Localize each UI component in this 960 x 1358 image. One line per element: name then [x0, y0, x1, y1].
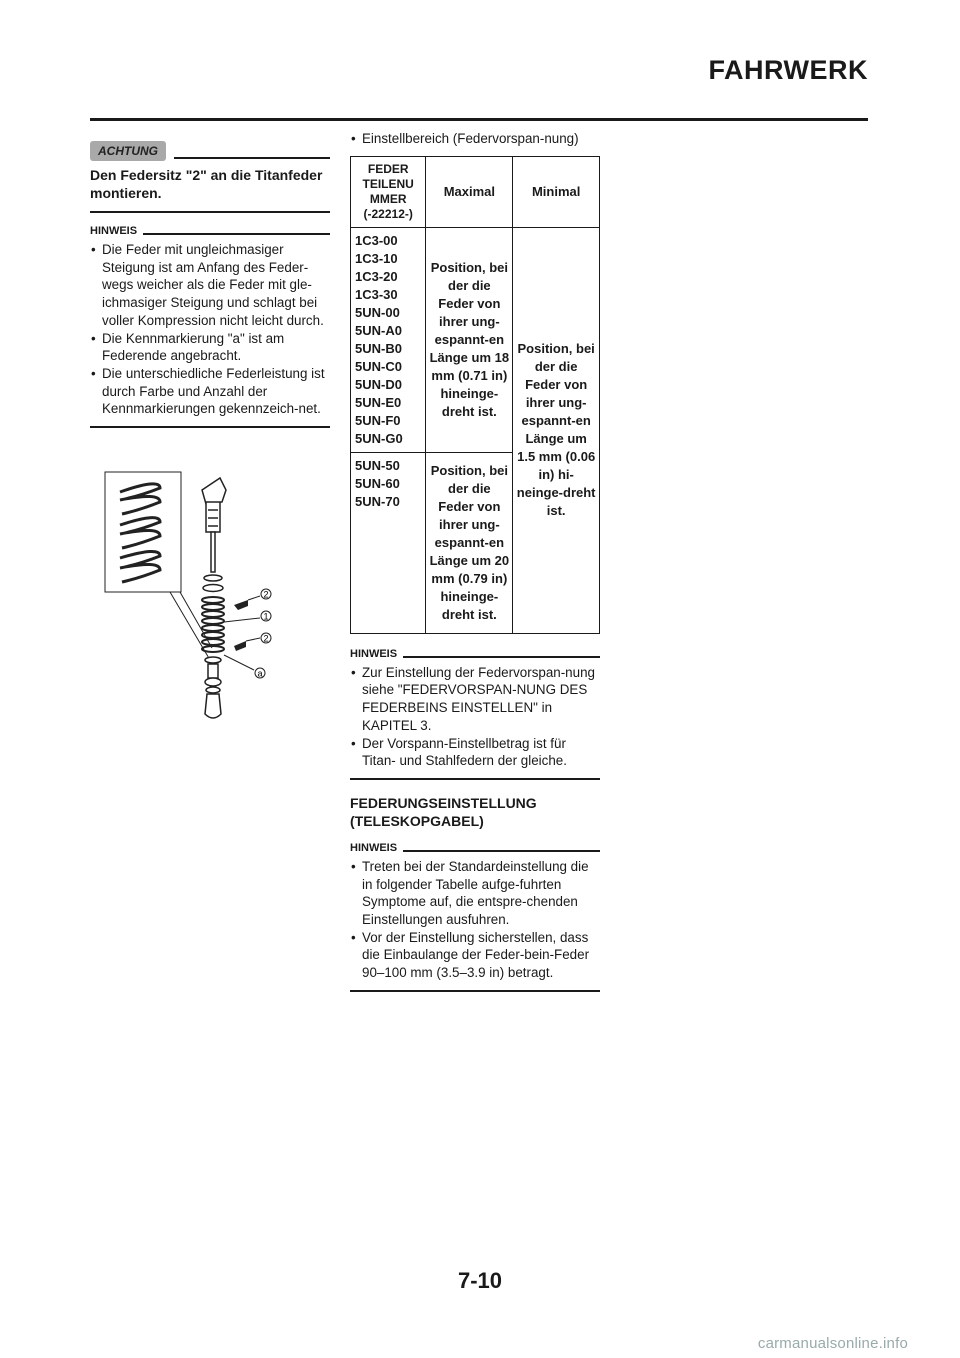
- spring-preload-table: [350, 156, 600, 634]
- note-header: [90, 221, 330, 237]
- note-rule: [403, 850, 600, 852]
- table-header-min: Minimal: [513, 156, 600, 227]
- watermark: carmanualsonline.info: [757, 1335, 908, 1352]
- note-list: [350, 664, 600, 780]
- note-item: • Die Feder mit ungleichmasiger Steigung ist am Anfang des Feder-wegs weicher als die Feder mit gle-ichmasiger Steigung und schlagt bei voller Kompression nicht leicht durch.: [90, 241, 330, 330]
- callout-2-upper: [261, 589, 271, 600]
- table-cell-parts: 5UN-50 5UN-60 5UN-70: [351, 452, 426, 633]
- table-cell-parts: 1C3-00 1C3-10 1C3-20 1C3-30 5UN-00 5UN-A0 5UN-B0 5UN-C0 5UN-D0 5UN-E0 5UN-F0 5UN-G0: [351, 227, 426, 452]
- callout-text: 1: [263, 611, 269, 622]
- table-header-row: [351, 156, 600, 227]
- note-label: HINWEIS: [90, 225, 138, 237]
- note-item: • Die Kennmarkierung "a" ist am Federende angebracht.: [90, 330, 330, 365]
- note-header: [350, 644, 600, 660]
- callout-2-lower: [261, 633, 271, 644]
- right-column: [350, 130, 600, 992]
- intro-text: • Einstellbereich (Federvorspan-nung): [350, 130, 600, 148]
- callout-text: a: [257, 668, 263, 679]
- caution-badge: ACHTUNG: [90, 141, 166, 161]
- caution-rule: [174, 157, 330, 159]
- note-list: [350, 858, 600, 992]
- callout-1: [261, 611, 271, 622]
- callout-a: [255, 668, 265, 679]
- note-label: HINWEIS: [350, 647, 398, 660]
- note-item: • Vor der Einstellung sicherstellen, dass die Einbaulange der Feder-bein-Feder 90–100 mm (3.5–3.9 in) betragt.: [350, 929, 600, 982]
- callout-text: 2: [263, 633, 269, 644]
- caution-text: Den Federsitz "2" an die Titanfeder montieren.: [90, 166, 330, 213]
- table-header-max: Maximal: [426, 156, 513, 227]
- lower-body: [205, 657, 221, 718]
- callout-text: 2: [263, 589, 269, 600]
- note-item: • Der Vorspann-Einstellbetrag ist für Titan- und Stahlfedern der gleiche.: [350, 735, 600, 770]
- table-row: [351, 227, 600, 452]
- note-rule: [403, 656, 600, 658]
- table-cell-min: Position, bei der die Feder von ihrer ung-espannt-en Länge um 1.5 mm (0.06 in) hi-neinge-dreht ist.: [513, 227, 600, 633]
- note-rule: [143, 233, 330, 235]
- left-column: [90, 140, 330, 428]
- table-cell-max: Position, bei der die Feder von ihrer ung-espannt-en Länge um 18 mm (0.71 in) hineinge-dreht ist.: [426, 227, 513, 452]
- page-number: 7-10: [457, 1268, 503, 1293]
- note-item: • Zur Einstellung der Federvorspan-nung siehe "FEDERVORSPAN-NUNG DES FEDERBEINS EINSTELLEN" in KAPITEL 3.: [350, 664, 600, 735]
- section-heading: FEDERUNGSEINSTELLUNG (TELESKOPGABEL): [350, 794, 537, 829]
- spring-seat-lower: [234, 641, 246, 651]
- note-item: • Treten bei der Standardeinstellung die in folgender Tabelle aufge-fuhrten Symptome auf, die entspre-chenden Einstellungen ausfuhren.: [350, 858, 600, 929]
- note-list: [90, 241, 330, 428]
- note-label: HINWEIS: [350, 841, 398, 854]
- shock-absorber: [202, 478, 226, 592]
- caution-header: [90, 140, 330, 162]
- spring-seat-upper: [234, 600, 248, 610]
- header-rule: [90, 118, 868, 121]
- coil-spring: [202, 597, 224, 652]
- spring-diagram: [100, 470, 290, 730]
- page-header-title: FAHRWERK: [708, 55, 868, 85]
- spring-diagram-svg: [100, 470, 290, 730]
- table-cell-max: Position, bei der die Feder von ihrer ung-espannt-en Länge um 20 mm (0.79 in) hineinge-dreht ist.: [426, 452, 513, 633]
- note-header: [350, 838, 600, 854]
- note-item: • Die unterschiedliche Federleistung ist durch Farbe und Anzahl der Kennmarkierungen gekennzeich-net.: [90, 365, 330, 418]
- table-header-part: FEDER TEILENU MMER (-22212-): [351, 156, 426, 227]
